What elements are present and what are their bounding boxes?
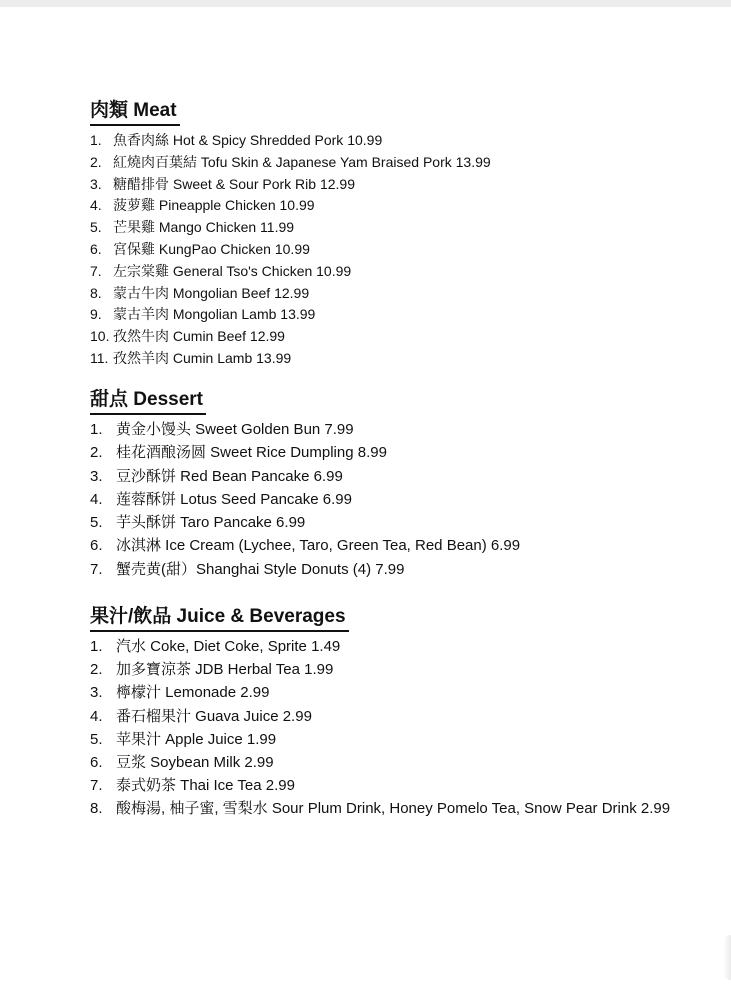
dessert-section [90, 387, 520, 581]
menu-item [90, 797, 670, 820]
menu-item-text: 桂花酒酿汤圆 Sweet Rice Dumpling 8.99 [116, 444, 387, 462]
section-heading-beverages: 果汁/飲品 Juice & Beverages [90, 604, 349, 632]
menu-item-text: 加多寶涼茶 JDB Herbal Tea 1.99 [116, 661, 334, 679]
menu-item [90, 774, 670, 797]
menu-item-text: 菠萝雞 Pineapple Chicken 10.99 [113, 197, 315, 214]
menu-item-text: 紅燒肉百葉結 Tofu Skin & Japanese Yam Braised Pork 13.99 [113, 153, 491, 170]
menu-item-text: 芒果雞 Mango Chicken 11.99 [113, 219, 295, 236]
menu-item-number: 8. [90, 284, 102, 301]
menu-item-number: 2. [90, 444, 103, 462]
menu-item-number: 4. [90, 707, 103, 725]
menu-item-number: 1. [90, 638, 103, 655]
menu-item-number: 5. [90, 219, 102, 236]
menu-item-text: 番石榴果汁 Guava Juice 2.99 [116, 707, 312, 725]
menu-item-text: 孜然羊肉 Cumin Lamb 13.99 [113, 349, 292, 366]
menu-item-number: 3. [90, 467, 103, 485]
menu-item-number: 1. [90, 421, 103, 438]
page-curl-shadow [723, 935, 731, 980]
menu-item-text: 蒙古羊肉 Mongolian Lamb 13.99 [113, 306, 316, 323]
menu-item-number: 4. [90, 490, 103, 508]
menu-item-text: 酸梅湯, 柚子蜜, 雪梨水 Sour Plum Drink, Honey Pomelo Tea, Snow Pear Drink 2.99 [116, 800, 671, 818]
menu-item [90, 152, 491, 174]
menu-item [90, 261, 491, 283]
menu-item [90, 326, 491, 348]
beverages-section [90, 604, 670, 821]
menu-item [90, 728, 670, 751]
menu-item-number: 10. [90, 328, 110, 345]
menu-item [90, 239, 491, 261]
menu-item [90, 751, 670, 774]
menu-item [90, 441, 520, 464]
menu-item-text: 蟹壳黄(甜）Shanghai Style Donuts (4) 7.99 [116, 560, 405, 578]
menu-item [90, 534, 520, 557]
menu-item-number: 7. [90, 777, 103, 795]
menu-item-number: 3. [90, 175, 102, 192]
menu-item-number: 7. [90, 262, 102, 279]
menu-item [90, 658, 670, 681]
menu-item-text: 泰式奶茶 Thai Ice Tea 2.99 [116, 777, 295, 795]
menu-item [90, 130, 491, 152]
menu-item-text: 黄金小馒头 Sweet Golden Bun 7.99 [116, 421, 354, 438]
beverages-list [90, 635, 670, 821]
menu-item-number: 3. [90, 684, 103, 702]
menu-item-number: 8. [90, 800, 103, 818]
menu-item [90, 217, 491, 239]
menu-item [90, 283, 491, 305]
menu-item [90, 488, 520, 511]
menu-item [90, 348, 491, 370]
menu-item [90, 511, 520, 534]
menu-item-text: 莲蓉酥饼 Lotus Seed Pancake 6.99 [116, 490, 352, 508]
menu-item-number: 9. [90, 306, 102, 323]
menu-item-number: 7. [90, 560, 103, 578]
menu-item-number: 4. [90, 197, 102, 214]
menu-item [90, 558, 520, 581]
menu-item-text: 糖醋排骨 Sweet & Sour Pork Rib 12.99 [113, 175, 355, 192]
menu-item [90, 304, 491, 326]
menu-item-text: 汽水 Coke, Diet Coke, Sprite 1.49 [116, 638, 341, 655]
menu-item-number: 6. [90, 753, 103, 771]
menu-item-text: 魚香肉絲 Hot & Spicy Shredded Pork 10.99 [113, 132, 383, 148]
menu-item [90, 705, 670, 728]
page-top-edge [0, 0, 731, 7]
menu-item-number: 6. [90, 537, 103, 555]
menu-item-number: 5. [90, 730, 103, 748]
menu-item-number: 6. [90, 240, 102, 257]
menu-item-text: 左宗棠雞 General Tso's Chicken 10.99 [113, 262, 352, 279]
menu-item-text: 孜然牛肉 Cumin Beef 12.99 [113, 328, 285, 345]
menu-item-text: 冰淇淋 Ice Cream (Lychee, Taro, Green Tea, Red Bean) 6.99 [116, 537, 521, 555]
menu-item-number: 2. [90, 153, 102, 170]
menu-item [90, 635, 670, 658]
menu-item-number: 11. [90, 349, 109, 366]
menu-item-text: 宮保雞 KungPao Chicken 10.99 [113, 240, 310, 257]
menu-item-text: 苹果汁 Apple Juice 1.99 [116, 730, 277, 748]
menu-item-text: 豆浆 Soybean Milk 2.99 [116, 753, 274, 771]
menu-item [90, 418, 520, 441]
menu-item-text: 芋头酥饼 Taro Pancake 6.99 [116, 514, 306, 532]
menu-item-number: 1. [90, 132, 102, 148]
meat-section [90, 98, 491, 370]
section-heading-meat: 肉類 Meat [90, 98, 180, 126]
menu-item-text: 檸檬汁 Lemonade 2.99 [116, 684, 270, 702]
dessert-list [90, 418, 520, 581]
menu-item-text: 蒙古牛肉 Mongolian Beef 12.99 [113, 284, 310, 301]
menu-item [90, 174, 491, 196]
menu-item [90, 195, 491, 217]
menu-item [90, 465, 520, 488]
section-heading-dessert: 甜点 Dessert [90, 387, 206, 415]
menu-item-number: 2. [90, 661, 103, 679]
menu-item-number: 5. [90, 514, 103, 532]
meat-list [90, 130, 491, 370]
menu-item-text: 豆沙酥饼 Red Bean Pancake 6.99 [116, 467, 343, 485]
menu-item [90, 681, 670, 704]
